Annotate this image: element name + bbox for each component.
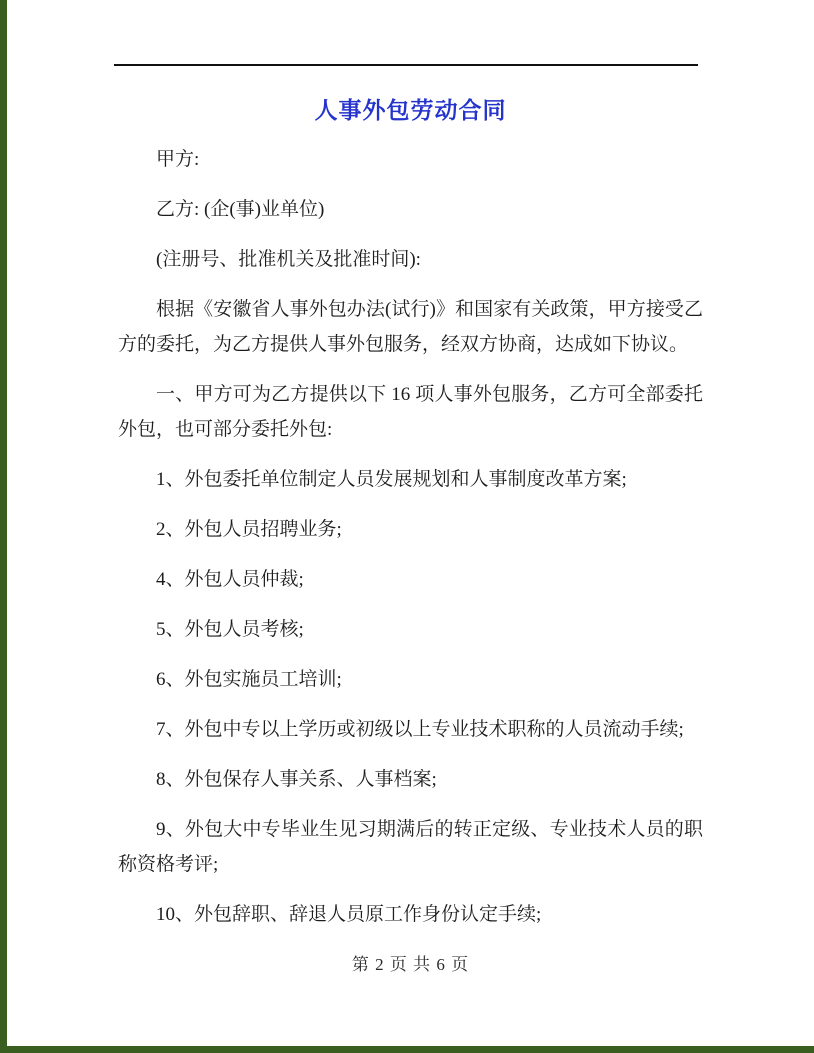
party-a-line: 甲方: — [156, 149, 200, 170]
page-edge-left — [0, 0, 7, 1053]
list-item-7: 7、外包中专以上学历或初级以上专业技术职称的人员流动手续; — [156, 719, 684, 740]
document-title: 人事外包劳动合同 — [314, 98, 507, 123]
list-item-4: 4、外包人员仲裁; — [156, 569, 304, 590]
list-item-5: 5、外包人员考核; — [156, 619, 304, 640]
list-item-10: 10、外包辞职、辞退人员原工作身份认定手续; — [156, 904, 542, 925]
list-item-8: 8、外包保存人事关系、人事档案; — [156, 769, 437, 790]
list-item-2: 2、外包人员招聘业务; — [156, 519, 342, 540]
page-edge-bottom — [0, 1046, 814, 1053]
clause-one-paragraph: 一、甲方可为乙方提供以下 16 项人事外包服务，乙方可全部委托外包，也可部分委托外包: — [118, 384, 703, 440]
page-number-footer: 第 2 页 共 6 页 — [351, 955, 470, 974]
preamble-paragraph: 根据《安徽省人事外包办法(试行)》和国家有关政策，甲方接受乙方的委托，为乙方提供人事外包服务，经双方协商，达成如下协议。 — [118, 299, 703, 355]
list-item-6: 6、外包实施员工培训; — [156, 669, 342, 690]
list-item-9: 9、外包大中专毕业生见习期满后的转正定级、专业技术人员的职称资格考评; — [118, 819, 703, 875]
header-rule — [114, 64, 698, 66]
registration-line: (注册号、批准机关及批准时间): — [156, 249, 421, 270]
list-item-1: 1、外包委托单位制定人员发展规划和人事制度改革方案; — [156, 469, 627, 490]
party-b-line: 乙方: (企(事)业单位) — [156, 199, 325, 220]
document-content — [118, 0, 703, 980]
